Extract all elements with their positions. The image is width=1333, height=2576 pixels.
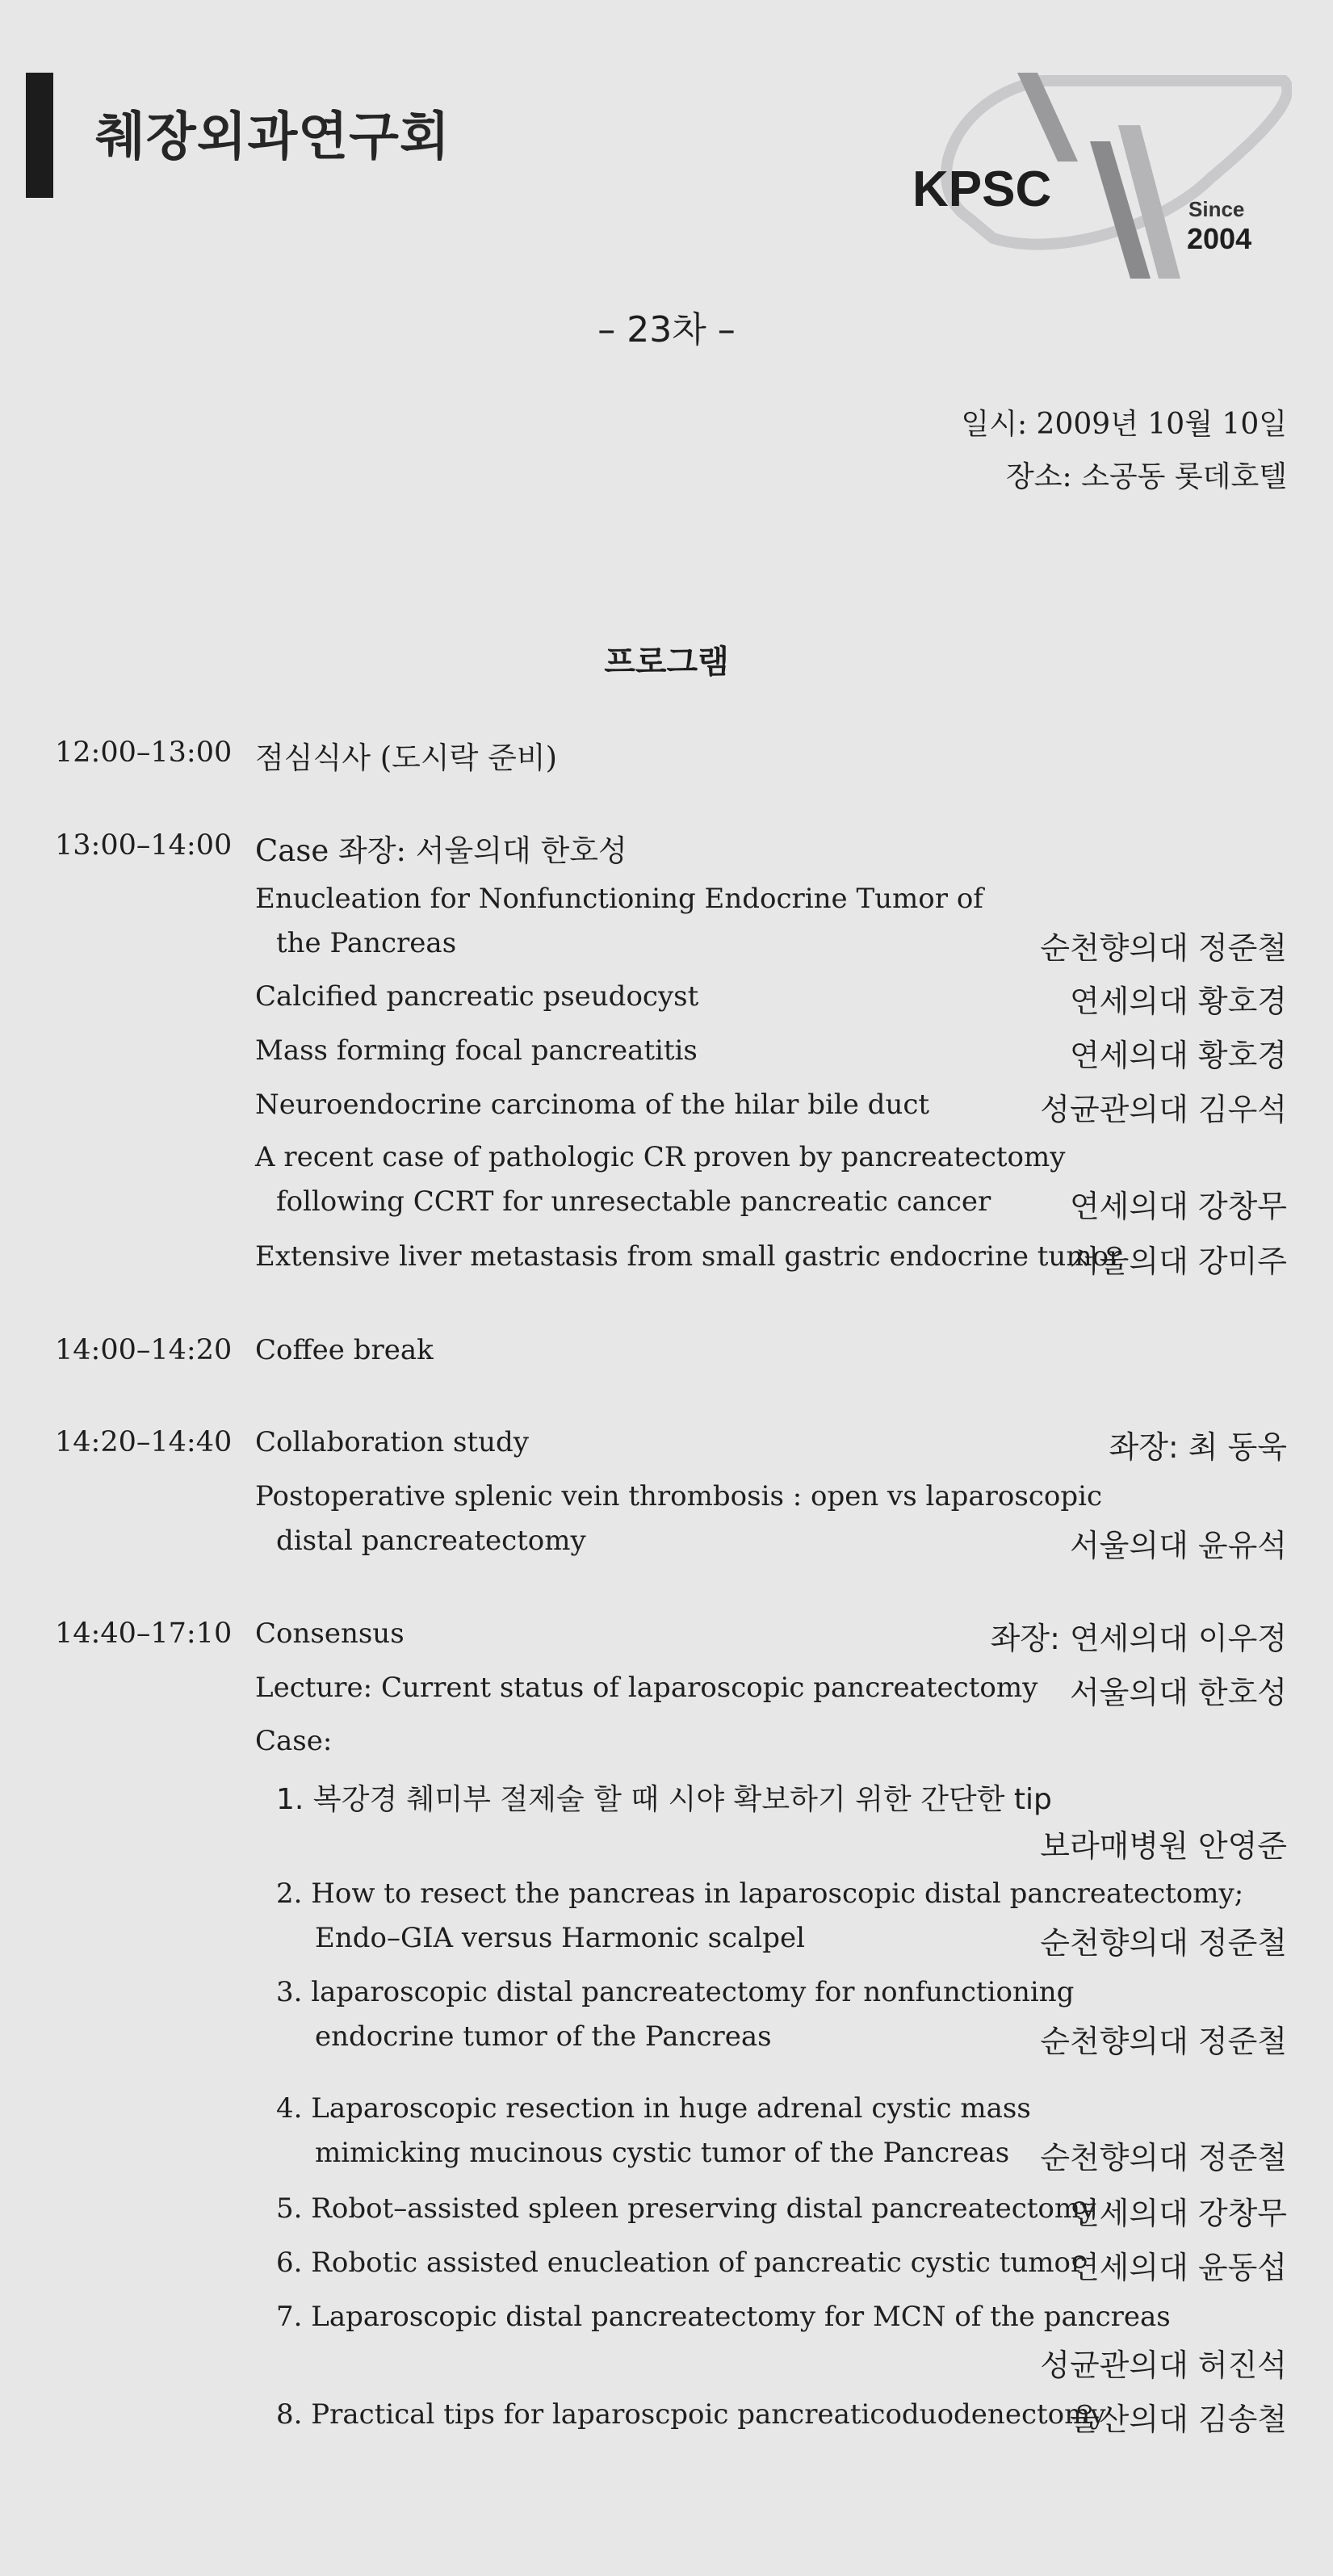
talk-title: Postoperative splenic vein thrombosis : open vs laparoscopic bbox=[255, 1480, 1103, 1512]
talk-title-cont: distal pancreatectomy bbox=[276, 1525, 586, 1557]
speaker: 연세의대 강창무 bbox=[1069, 2196, 1287, 2231]
case-label: Case: bbox=[255, 1725, 333, 1757]
chair: 좌장: 연세의대 이우정 bbox=[990, 1621, 1287, 1656]
event-date: 일시: 2009년 10월 10일 bbox=[961, 408, 1287, 441]
talk-title: Neuroendocrine carcinoma of the hilar bile duct bbox=[255, 1089, 930, 1121]
block-title: Case 좌장: 서울의대 한호성 bbox=[255, 833, 627, 868]
time-slot: 14:20–14:40 bbox=[55, 1426, 233, 1458]
speaker: 연세의대 윤동섭 bbox=[1069, 2250, 1287, 2285]
speaker: 서울의대 강미주 bbox=[1069, 1244, 1287, 1279]
speaker: 성균관의대 허진석 bbox=[1040, 2347, 1287, 2383]
time-slot: 12:00–13:00 bbox=[55, 736, 233, 769]
talk-title: Extensive liver metastasis from small gastric endocrine tumor bbox=[255, 1240, 1122, 1273]
talk-title-cont: the Pancreas bbox=[276, 927, 457, 959]
speaker: 보라매병원 안영준 bbox=[1040, 1828, 1287, 1864]
case-title: 3. laparoscopic distal pancreatectomy for nonfunctioning bbox=[276, 1976, 1075, 2008]
logo-since-label: Since bbox=[1188, 197, 1245, 221]
case-title bbox=[276, 1777, 1052, 1818]
block-title: Coffee break bbox=[255, 1334, 434, 1366]
case-title: 8. Practical tips for laparoscpoic pancreaticoduodenectomy bbox=[276, 2398, 1106, 2431]
logo-acronym: KPSC bbox=[912, 162, 1052, 217]
case-title: 2. How to resect the pancreas in laparoscopic distal pancreatectomy; bbox=[276, 1877, 1244, 1910]
case-title-cont: endocrine tumor of the Pancreas bbox=[315, 2020, 772, 2053]
chair: 좌장: 최 동욱 bbox=[1109, 1429, 1287, 1465]
kpsc-logo bbox=[904, 65, 1292, 291]
speaker: 서울의대 윤유석 bbox=[1069, 1528, 1287, 1563]
speaker: 순천향의대 정준철 bbox=[1040, 2140, 1287, 2175]
speaker: 울산의대 김송철 bbox=[1069, 2402, 1287, 2437]
block-title: Consensus bbox=[255, 1617, 405, 1650]
case-title-cont: Endo–GIA versus Harmonic scalpel bbox=[315, 1922, 805, 1954]
lecture-title: Lecture: Current status of laparoscopic pancreatectomy bbox=[255, 1672, 1038, 1704]
block-title: 점심식사 (도시락 준비) bbox=[255, 740, 558, 775]
case-title-text: 1. 복강경 췌미부 절제술 할 때 시야 확보하기 위한 간단한 tip bbox=[276, 1783, 1052, 1816]
speaker: 순천향의대 정준철 bbox=[1040, 930, 1287, 966]
time-slot: 13:00–14:00 bbox=[55, 829, 233, 862]
talk-title: A recent case of pathologic CR proven by pancreatectomy bbox=[255, 1141, 1066, 1173]
speaker: 성균관의대 김우석 bbox=[1040, 1092, 1287, 1127]
speaker: 순천향의대 정준철 bbox=[1040, 1925, 1287, 1961]
logo-year: 2004 bbox=[1187, 222, 1252, 255]
time-slot: 14:40–17:10 bbox=[55, 1617, 233, 1650]
speaker: 연세의대 강창무 bbox=[1069, 1189, 1287, 1224]
event-venue: 장소: 소공동 롯데호텔 bbox=[1006, 460, 1287, 493]
organization-title: 췌장외과연구회 bbox=[95, 107, 451, 167]
speaker: 서울의대 한호성 bbox=[1069, 1675, 1287, 1710]
speaker: 연세의대 황호경 bbox=[1069, 984, 1287, 1019]
talk-title: Enucleation for Nonfunctioning Endocrine Tumor of bbox=[255, 883, 983, 915]
program-title: 프로그램 bbox=[604, 644, 729, 681]
case-title-cont: mimicking mucinous cystic tumor of the Pancreas bbox=[315, 2137, 1010, 2169]
case-title: 7. Laparoscopic distal pancreatectomy for MCN of the pancreas bbox=[276, 2301, 1171, 2333]
case-title: 5. Robot–assisted spleen preserving distal pancreatectomy bbox=[276, 2192, 1096, 2225]
block-title: Collaboration study bbox=[255, 1426, 529, 1458]
speaker: 연세의대 황호경 bbox=[1069, 1038, 1287, 1073]
case-title: 4. Laparoscopic resection in huge adrenal cystic mass bbox=[276, 2092, 1031, 2125]
session-number: – 23차 – bbox=[597, 309, 736, 350]
talk-title: Calcified pancreatic pseudocyst bbox=[255, 980, 699, 1013]
talk-title: Mass forming focal pancreatitis bbox=[255, 1034, 698, 1067]
talk-title-cont: following CCRT for unresectable pancreatic cancer bbox=[276, 1185, 991, 1218]
title-accent-bar bbox=[26, 73, 53, 198]
speaker: 순천향의대 정준철 bbox=[1040, 2024, 1287, 2059]
case-title: 6. Robotic assisted enucleation of pancreatic cystic tumor bbox=[276, 2247, 1084, 2279]
time-slot: 14:00–14:20 bbox=[55, 1334, 233, 1366]
